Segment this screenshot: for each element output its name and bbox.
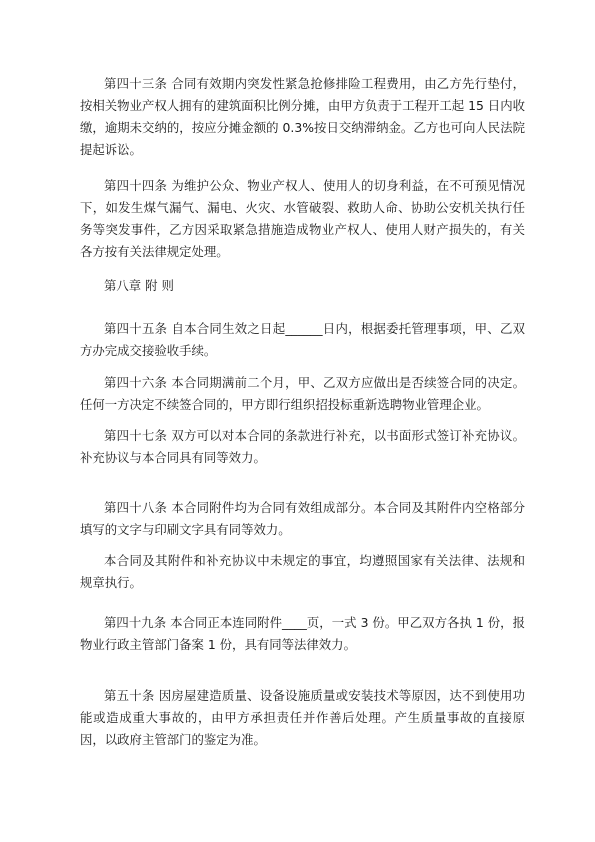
article-46-paragraph: 第四十六条 本合同期满前二个月，甲、乙双方应做出是否续签合同的决定。任何一方决定不续签合同的，甲方即行组织招投标重新选聘物业管理企业。 (80, 375, 525, 412)
article-49-paragraph: 第四十九条 本合同正本连同附件____页，一式 3 份。甲乙双方各执 1 份，报物业行政主管部门备案 1 份，具有同等法律效力。 (80, 615, 525, 652)
unspecified-matters-paragraph: 本合同及其附件和补充协议中未规定的事宜，均遵照国家有关法律、法规和规章执行。 (80, 553, 525, 590)
article-50-paragraph: 第五十条 因房屋建造质量、设备设施质量或安装技术等原因，达不到使用功能或造成重大事故的，由甲方承担责任并作善后处理。产生质量事故的直接原因，以政府主管部门的鉴定为准。 (80, 688, 525, 747)
article-47-paragraph: 第四十七条 双方可以对本合同的条款进行补充，以书面形式签订补充协议。补充协议与本合同具有同等效力。 (80, 428, 525, 465)
article-48-paragraph: 第四十八条 本合同附件均为合同有效组成部分。本合同及其附件内空格部分填写的文字与印刷文字具有同等效力。 (80, 500, 525, 537)
article-43-paragraph: 第四十三条 合同有效期内突发性紧急抢修排险工程费用，由乙方先行垫付，按相关物业产权人拥有的建筑面积比例分摊，由甲方负责于工程开工起 15 日内收缴，逾期未交纳的，按应分摊金额的 0.3%按日交纳滞纳金。乙方也可向人民法院提起诉讼。 (80, 76, 525, 157)
article-44-paragraph: 第四十四条 为维护公众、物业产权人、使用人的切身利益，在不可预见情况下，如发生煤气漏气、漏电、火灾、水管破裂、救助人命、协助公安机关执行任务等突发事件，乙方因采取紧急措施造成物业产权人、使用人财产损失的，有关各方按有关法律规定处理。 (80, 178, 525, 259)
article-45-paragraph: 第四十五条 自本合同生效之日起______日内，根据委托管理事项，甲、乙双方办完成交接验收手续。 (80, 321, 525, 358)
chapter-8-heading: 第八章 附 则 (104, 278, 174, 293)
